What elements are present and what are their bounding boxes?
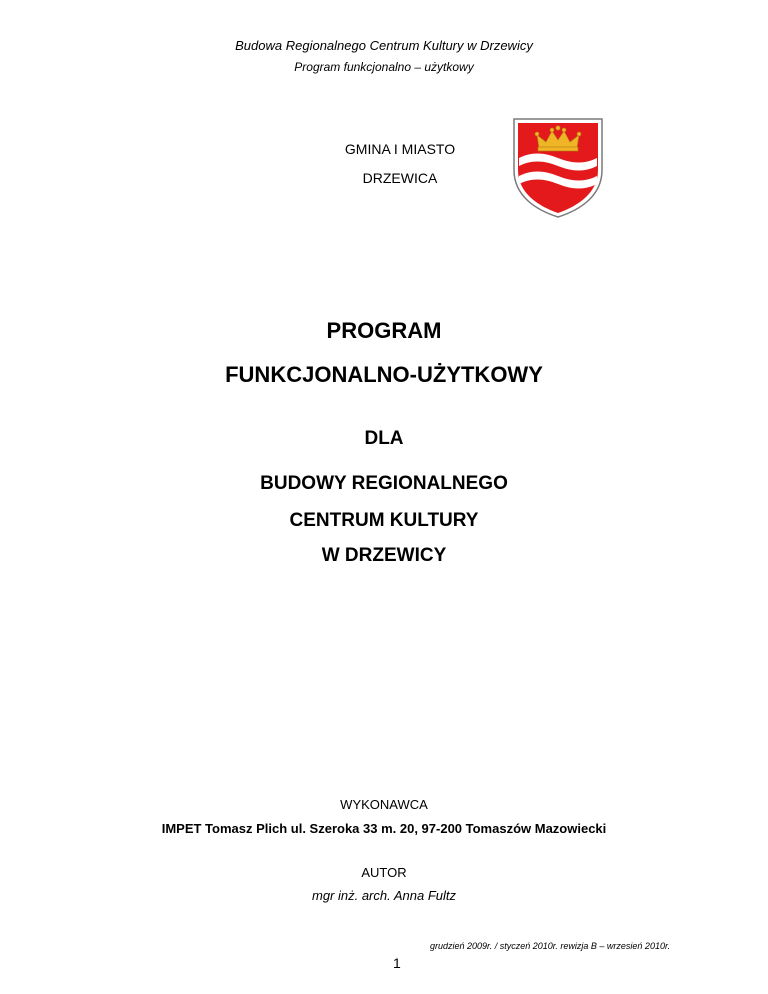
municipality-line2: DRZEWICA bbox=[362, 170, 438, 186]
contractor-label: WYKONAWCA bbox=[340, 797, 428, 812]
header-title: Budowa Regionalnego Centrum Kultury w Drzewicy bbox=[235, 38, 533, 53]
title-line6: W DRZEWICY bbox=[321, 545, 447, 566]
page-number: 1 bbox=[393, 955, 401, 971]
title-line4: BUDOWY REGIONALNEGO bbox=[260, 473, 508, 494]
title-line2: FUNKCJONALNO-UŻYTKOWY bbox=[225, 362, 543, 387]
title-line5: CENTRUM KULTURY bbox=[289, 510, 479, 531]
revision-date: grudzień 2009r. / styczeń 2010r. rewizja B – wrzesień 2010r. bbox=[430, 941, 671, 951]
title-line1: PROGRAM bbox=[326, 318, 442, 343]
title-line3: DLA bbox=[364, 428, 404, 449]
contractor-name: IMPET Tomasz Plich ul. Szeroka 33 m. 20, 97-200 Tomaszów Mazowiecki bbox=[161, 821, 607, 836]
author-label: AUTOR bbox=[361, 865, 407, 880]
header-subtitle: Program funkcjonalno – użytkowy bbox=[294, 60, 474, 74]
municipality-line1: GMINA I MIASTO bbox=[344, 141, 456, 157]
author-name: mgr inż. arch. Anna Fultz bbox=[311, 888, 456, 903]
coat-of-arms-icon bbox=[513, 118, 603, 218]
